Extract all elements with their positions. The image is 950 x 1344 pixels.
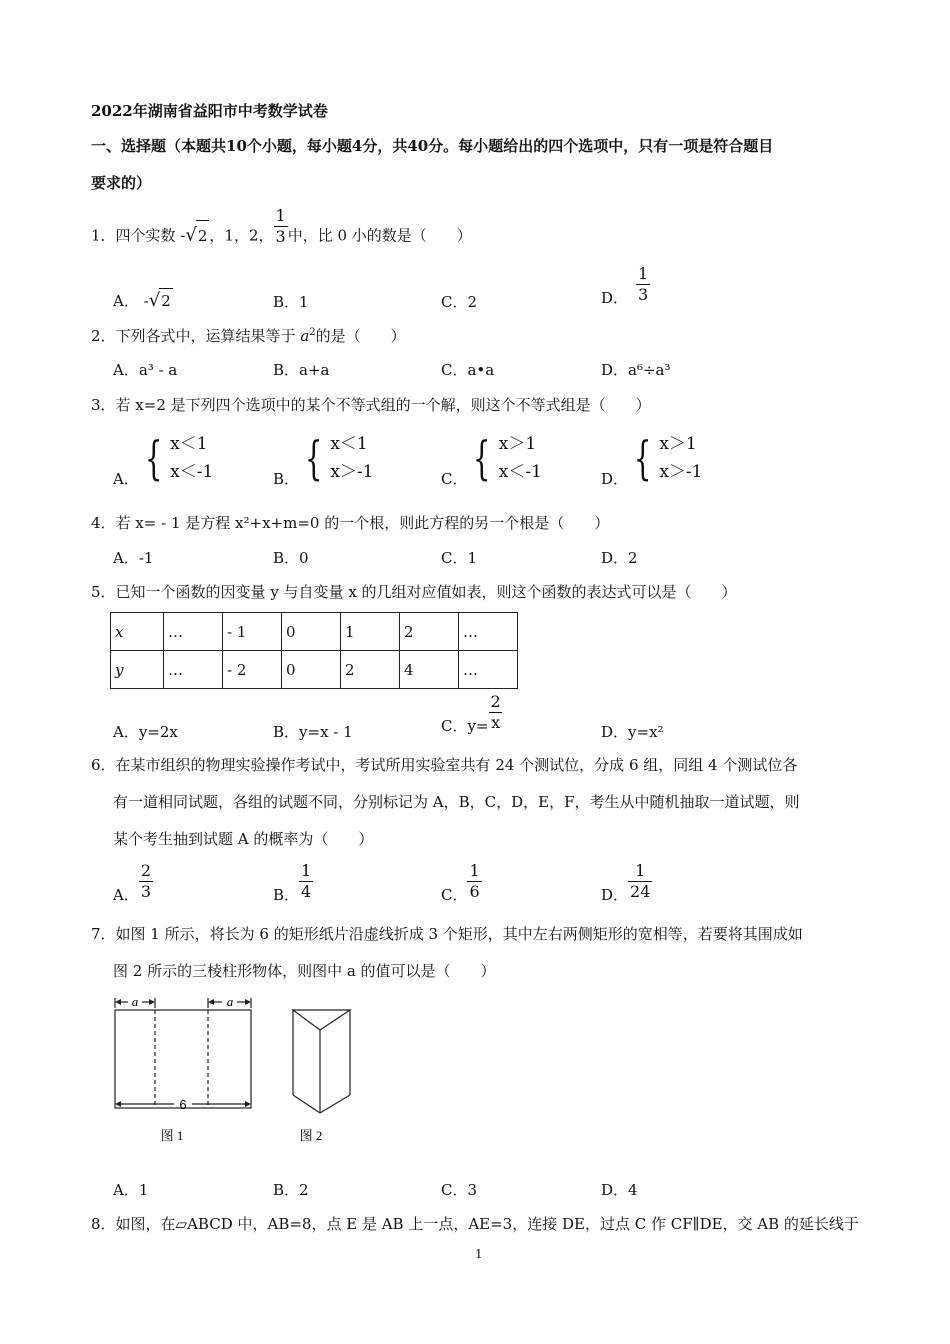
- q4-option-d[interactable]: D．2: [601, 549, 638, 567]
- q5-c-fraction: [489, 694, 503, 731]
- fraction-denominator: 3: [638, 285, 649, 304]
- fraction-numerator: 1: [301, 861, 312, 880]
- fraction-denominator: 3: [275, 227, 286, 246]
- section-heading-line2: 要求的）: [91, 174, 152, 192]
- table-cell: - 1: [223, 613, 282, 651]
- arrow-head: [245, 1101, 251, 1107]
- table-cell: y: [111, 651, 164, 689]
- q6-option-b[interactable]: [273, 861, 313, 904]
- value-table: [110, 612, 518, 689]
- rectangle-outline: [115, 1010, 251, 1108]
- q1-stem-mid: ，1，2，: [209, 226, 274, 245]
- q2-option-c[interactable]: C．a•a: [441, 361, 495, 379]
- q1-d-fraction: [636, 266, 650, 303]
- prism-top-face: [293, 1010, 350, 1030]
- option-label: D．: [601, 885, 629, 904]
- table-cell: 2: [341, 651, 400, 689]
- option-label: C．: [441, 885, 468, 904]
- q1-a-radicand: 2: [159, 288, 173, 313]
- q5-option-d[interactable]: D．y=x²: [601, 723, 664, 741]
- fraction-numerator: 1: [469, 861, 480, 880]
- figure-2-caption: 图 2: [299, 1128, 323, 1143]
- q4-option-b[interactable]: B．0: [273, 549, 309, 567]
- question-7-line1: 7．如图 1 所示，将长为 6 的矩形纸片沿虚线折成 3 个矩形，其中左右两侧矩形的宽相等，若要将其围成如: [91, 925, 803, 943]
- page-title: 2022年湖南省益阳市中考数学试卷: [91, 102, 328, 120]
- q1-stem-post: 中，比 0 小的数是（ ）: [287, 226, 472, 245]
- label-a-left: a: [131, 994, 139, 1009]
- arrow-head: [208, 999, 214, 1005]
- question-6-line1: 6．在某市组织的物理实验操作考试中，考试所用实验室共有 24 个测试位，分成 6 组，同组 4 个测试位各: [91, 756, 798, 774]
- q1-option-c[interactable]: C．2: [441, 293, 478, 311]
- brace-icon: {: [304, 431, 323, 485]
- table-cell: …: [164, 613, 223, 651]
- question-7-line2: 图 2 所示的三棱柱形物体，则图中 a 的值可以是（ ）: [113, 962, 496, 980]
- fraction-numerator: 2: [140, 861, 152, 880]
- table-row: [111, 651, 518, 689]
- q3-option-a[interactable]: [113, 430, 213, 486]
- q6-option-d[interactable]: [601, 861, 652, 904]
- inequality-row: x＞-1: [330, 462, 374, 482]
- question-8-line1: 8．如图，在▱ABCD 中，AB=8，点 E 是 AB 上一点，AE=3，连接 DE，过点 C 作 CF∥DE，交 AB 的延长线于: [91, 1215, 859, 1233]
- table-cell: 0: [282, 613, 341, 651]
- sqrt-sign: √: [148, 290, 161, 311]
- table-cell: …: [164, 651, 223, 689]
- q6-c-fraction: [467, 863, 481, 900]
- q2-exponent: 2: [309, 327, 316, 338]
- fraction-numerator: 1: [275, 206, 286, 225]
- inequality-row: x＜-1: [170, 462, 214, 482]
- fraction-denominator: 4: [301, 882, 312, 901]
- table-cell: 4: [400, 651, 459, 689]
- inequality-row: x＞1: [659, 434, 697, 454]
- q6-option-c[interactable]: [441, 861, 482, 904]
- inequality-row: x＞1: [498, 434, 537, 454]
- arrow-head: [149, 999, 155, 1005]
- fraction-numerator: 1: [635, 861, 646, 880]
- q2-stem-post: 的是（ ）: [315, 327, 406, 345]
- label-a-right: a: [226, 994, 234, 1009]
- q5-option-c[interactable]: [441, 692, 503, 735]
- q1-fraction: [274, 208, 288, 245]
- option-label: A．: [113, 470, 139, 488]
- inequality-system: [299, 430, 373, 486]
- question-5-stem: 5．已知一个函数的因变量 y 与自变量 x 的几组对应值如表，则这个函数的表达式可以是（ ）: [91, 583, 737, 601]
- fraction-denominator: x: [491, 713, 501, 732]
- q2-option-a[interactable]: A．a³ - a: [113, 361, 178, 379]
- inequality-row: x＜1: [330, 434, 368, 454]
- q2-variable: a: [300, 327, 310, 345]
- question-2-stem: [91, 325, 406, 346]
- q1-radicand: 2: [196, 220, 210, 251]
- q6-d-fraction: [628, 863, 652, 900]
- table-cell: - 2: [223, 651, 282, 689]
- figure-1-caption: 图 1: [160, 1128, 184, 1143]
- page-number: 1: [475, 1247, 483, 1261]
- brace-icon: {: [144, 431, 163, 485]
- option-label: A．: [113, 292, 139, 310]
- question-6-line2: 有一道相同试题，各组的试题不同，分别标记为 A，B，C，D，E，F，考生从中随机抽取一道试题，则: [113, 793, 800, 811]
- option-label: C．: [441, 470, 468, 488]
- brace-icon: {: [473, 431, 491, 485]
- fraction-denominator: 3: [140, 882, 152, 901]
- question-3-stem: 3．若 x=2 是下列四个选项中的某个不等式组的一个解，则这个不等式组是（ ）: [91, 396, 651, 414]
- q7-option-d[interactable]: D．4: [601, 1181, 638, 1199]
- fraction-numerator: 1: [638, 264, 649, 283]
- q2-stem-pre: 2．下列各式中，运算结果等于: [91, 327, 301, 345]
- inequality-system: [467, 430, 541, 486]
- label-length: 6: [179, 1097, 187, 1112]
- q1-option-d[interactable]: [601, 264, 650, 307]
- q4-option-a[interactable]: A．-1: [113, 549, 154, 567]
- arrow-head: [115, 999, 121, 1005]
- figure-1: [110, 988, 260, 1148]
- minus-sign: -: [143, 292, 149, 310]
- q1-option-a[interactable]: [113, 288, 173, 313]
- table-cell: 0: [282, 651, 341, 689]
- q7-option-b[interactable]: B．2: [273, 1181, 309, 1199]
- inequality-row: x＞-1: [659, 462, 703, 482]
- q5-option-b[interactable]: B．y=x - 1: [273, 723, 353, 741]
- fraction-denominator: 6: [469, 882, 480, 901]
- figure-2: [285, 1000, 365, 1148]
- prism-edge: [320, 1095, 350, 1113]
- q5-option-a[interactable]: A．y=2x: [113, 723, 178, 741]
- arrow-head: [115, 1101, 121, 1107]
- q2-option-b[interactable]: B．a+a: [273, 361, 330, 379]
- table-cell: x: [111, 613, 164, 651]
- option-label: C．y=: [441, 716, 489, 735]
- option-label: B．: [273, 885, 300, 904]
- fraction-denominator: 24: [630, 882, 651, 901]
- q1-stem-pre: 1．四个实数 -: [91, 226, 186, 245]
- q3-option-c[interactable]: [441, 430, 542, 486]
- inequality-system: [628, 430, 702, 486]
- section-heading-line1: 一、选择题（本题共10个小题，每小题4分，共40分。每小题给出的四个选项中，只有一项是符合题目: [91, 137, 774, 155]
- q2-option-d[interactable]: D．a⁶÷a³: [601, 361, 671, 379]
- table-cell: …: [459, 613, 518, 651]
- table-cell: 1: [341, 613, 400, 651]
- option-label: A．: [113, 885, 139, 904]
- option-label: D．: [601, 288, 629, 307]
- inequality-system: [139, 430, 213, 486]
- brace-icon: {: [633, 431, 652, 485]
- table-cell: 2: [400, 613, 459, 651]
- q7-option-c[interactable]: C．3: [441, 1181, 478, 1199]
- q3-option-b[interactable]: [273, 430, 373, 486]
- question-1-stem: [91, 206, 472, 255]
- question-4-stem: 4．若 x= - 1 是方程 x²+x+m=0 的一个根，则此方程的另一个根是（ ）: [91, 514, 610, 532]
- inequality-row: x＜1: [170, 434, 208, 454]
- table-cell: …: [459, 651, 518, 689]
- q6-option-a[interactable]: [113, 861, 153, 904]
- q6-b-fraction: [299, 863, 313, 900]
- arrow-head: [245, 999, 251, 1005]
- inequality-row: x＜-1: [498, 462, 542, 482]
- q3-option-d[interactable]: [601, 430, 702, 486]
- fraction-numerator: 2: [490, 692, 501, 711]
- question-6-line3: 某个考生抽到试题 A 的概率为（ ）: [113, 830, 374, 848]
- option-label: B．: [273, 470, 300, 488]
- q4-option-c[interactable]: C．1: [441, 549, 478, 567]
- sqrt-sign: √: [185, 224, 197, 246]
- table-row: [111, 613, 518, 651]
- option-label: D．: [601, 470, 629, 488]
- q7-option-a[interactable]: A．1: [113, 1181, 149, 1199]
- q1-option-b[interactable]: B．1: [273, 293, 309, 311]
- q6-a-fraction: [139, 863, 153, 900]
- prism-edge: [293, 1095, 320, 1113]
